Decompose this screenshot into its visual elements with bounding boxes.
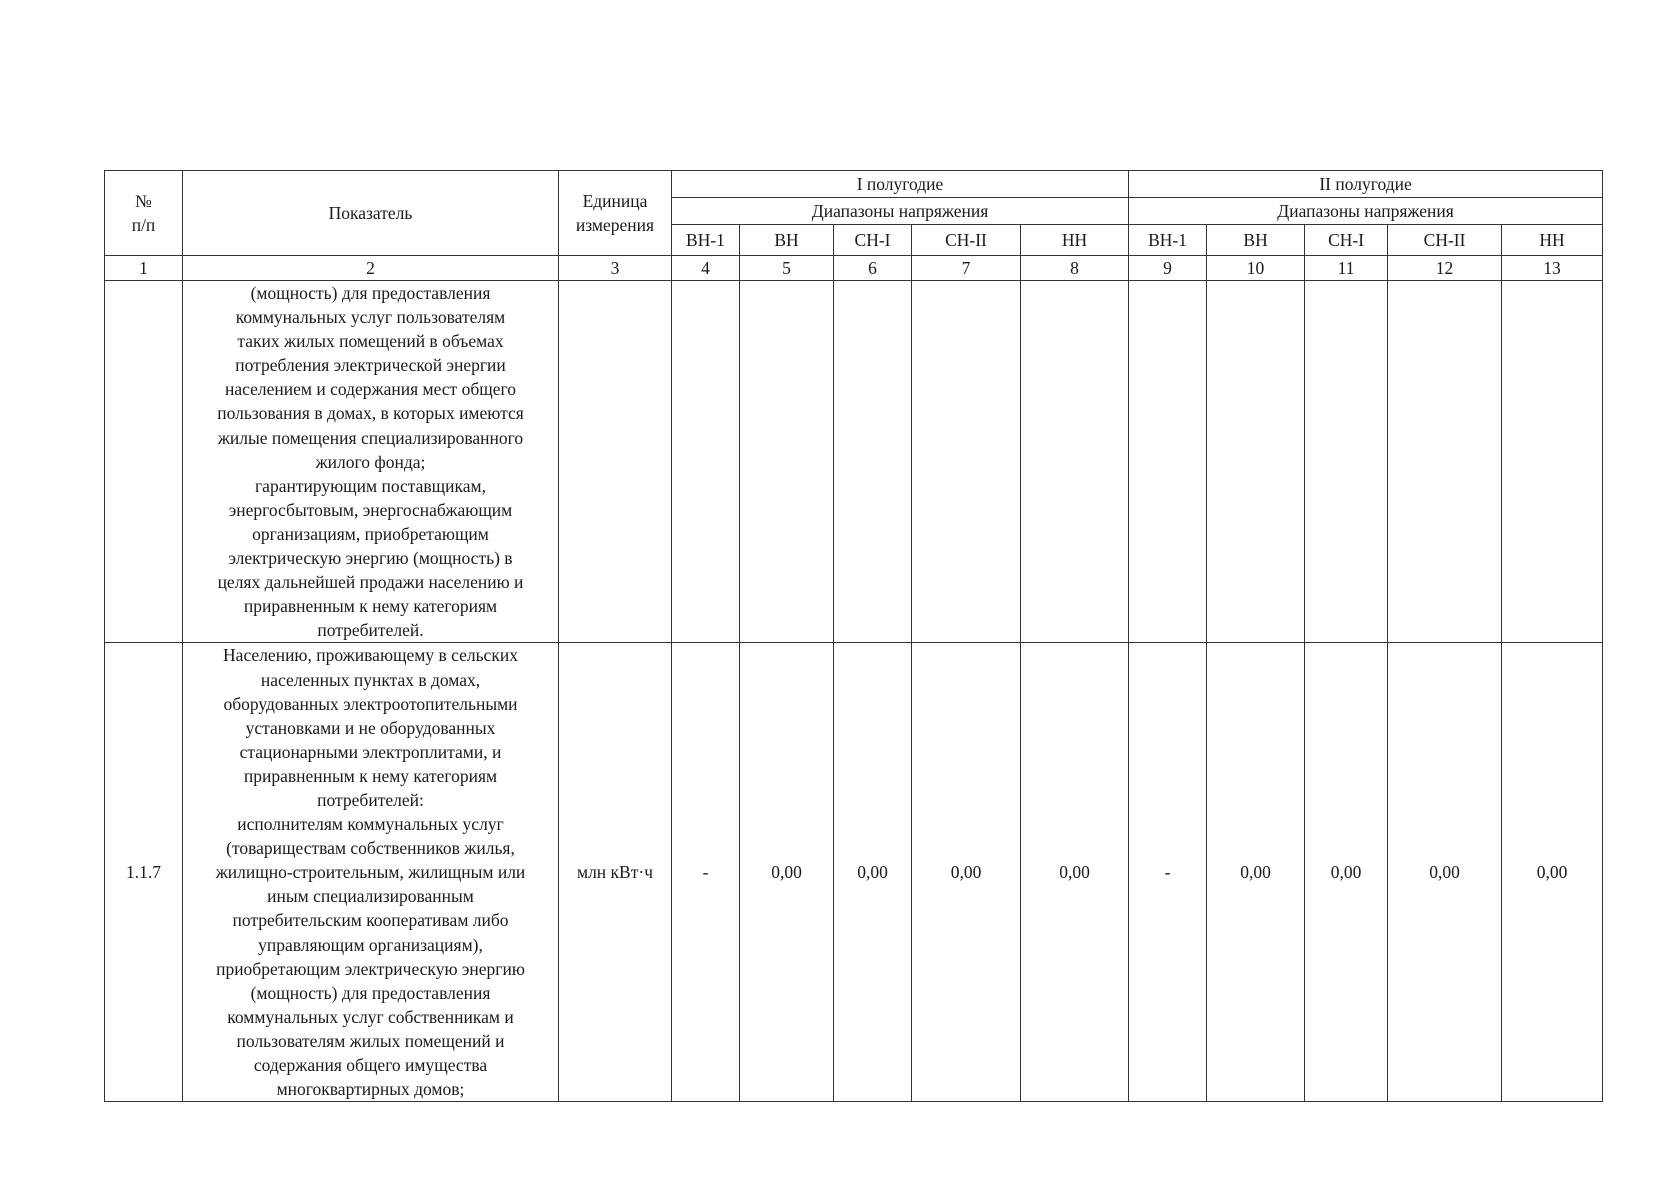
row-value: [672, 281, 740, 643]
column-number: 3: [559, 256, 672, 281]
indicator-line: энергосбытовым, энергоснабжающим: [228, 499, 513, 520]
row-number: [105, 281, 183, 643]
header-indicator: Показатель: [183, 171, 559, 256]
indicator-line: (мощность) для предоставления: [250, 982, 491, 1003]
indicator-line: (товариществам собственников жилья,: [226, 838, 515, 859]
column-number: 4: [672, 256, 740, 281]
indicator-line: жилищно-строительным, жилищным или: [215, 862, 526, 883]
column-number: 12: [1388, 256, 1502, 281]
voltage-level: ВН: [740, 225, 834, 256]
indicator-line: населенных пунктах в домах,: [260, 669, 481, 690]
row-value: 0,00: [1388, 643, 1502, 1102]
row-value: 0,00: [1502, 643, 1603, 1102]
indicator-line: пользования в домах, в которых имеются: [217, 403, 524, 424]
voltage-level: ВН-1: [672, 225, 740, 256]
voltage-level: СН-I: [834, 225, 912, 256]
indicator-line: пользователям жилых помещений и: [236, 1030, 505, 1051]
voltage-level: ВН-1: [1129, 225, 1207, 256]
table-row: [105, 643, 1603, 1102]
indicator-line: жилого фонда;: [315, 451, 426, 472]
indicator-line: потребительским кооперативам либо: [232, 910, 509, 931]
voltage-level: НН: [1021, 225, 1129, 256]
row-indicator: [183, 281, 559, 643]
indicator-line: стационарными электроплитами, и: [239, 741, 502, 762]
column-number: 5: [740, 256, 834, 281]
row-value: 0,00: [1207, 643, 1305, 1102]
row-value: [740, 281, 834, 643]
header-unit: Единица измерения: [559, 171, 672, 256]
header-num: № п/п: [105, 171, 183, 256]
row-value: [1129, 281, 1207, 643]
column-number: 11: [1305, 256, 1388, 281]
row-value: [912, 281, 1021, 643]
column-number: 13: [1502, 256, 1603, 281]
indicator-line: Населению, проживающему в сельских: [223, 645, 518, 666]
voltage-level: СН-I: [1305, 225, 1388, 256]
indicator-line: установками и не оборудованных: [245, 717, 496, 738]
row-value: -: [672, 643, 740, 1102]
indicator-line: приобретающим электрическую энергию: [216, 958, 525, 979]
indicator-line: электрическую энергию (мощность) в: [228, 548, 513, 569]
indicator-line: приравненным к нему категориям: [243, 596, 498, 617]
row-value: [1502, 281, 1603, 643]
indicator-line: приравненным к нему категориям: [243, 765, 498, 786]
row-indicator: [183, 643, 559, 1102]
row-value: [1305, 281, 1388, 643]
header-ranges-2: Диапазоны напряжения: [1129, 198, 1603, 225]
row-value: 0,00: [834, 643, 912, 1102]
indicator-line: целях дальнейшей продажи населению и: [217, 572, 524, 593]
column-number: 6: [834, 256, 912, 281]
indicator-line: коммунальных услуг собственникам и: [227, 1006, 514, 1027]
voltage-level: НН: [1502, 225, 1603, 256]
column-number: 7: [912, 256, 1021, 281]
indicator-line: потребления электрической энергии: [235, 355, 506, 376]
tariff-table: [104, 170, 1603, 1102]
indicator-line: потребителей.: [317, 620, 424, 641]
indicator-line: управляющим организациям),: [258, 934, 483, 955]
indicator-line: многоквартирных домов;: [276, 1079, 465, 1100]
row-value: 0,00: [1305, 643, 1388, 1102]
row-value: -: [1129, 643, 1207, 1102]
row-value: [834, 281, 912, 643]
indicator-line: гарантирующим поставщикам,: [255, 475, 486, 496]
row-unit: млн кВт·ч: [559, 643, 672, 1102]
header-half-1: I полугодие: [672, 171, 1129, 198]
row-unit: [559, 281, 672, 643]
indicator-line: оборудованных электроотопительными: [223, 693, 518, 714]
row-number: 1.1.7: [105, 643, 183, 1102]
row-value: [1388, 281, 1502, 643]
column-number: 1: [105, 256, 183, 281]
indicator-line: потребителей:: [317, 789, 424, 810]
row-value: 0,00: [1021, 643, 1129, 1102]
indicator-line: содержания общего имущества: [253, 1055, 488, 1075]
table-row: [105, 281, 1603, 643]
voltage-level: СН-II: [1388, 225, 1502, 256]
column-number: 9: [1129, 256, 1207, 281]
voltage-level: ВН: [1207, 225, 1305, 256]
header-row-1: [105, 171, 1603, 198]
row-value: [1207, 281, 1305, 643]
indicator-line: жилые помещения специализированного: [217, 427, 524, 448]
indicator-line: (мощность) для предоставления: [250, 283, 491, 303]
column-number: 2: [183, 256, 559, 281]
column-number: 8: [1021, 256, 1129, 281]
header-half-2: II полугодие: [1129, 171, 1603, 198]
row-value: 0,00: [912, 643, 1021, 1102]
row-value: [1021, 281, 1129, 643]
column-number-row: [105, 256, 1603, 281]
indicator-line: организациям, приобретающим: [252, 523, 489, 544]
row-value: 0,00: [740, 643, 834, 1102]
voltage-level: СН-II: [912, 225, 1021, 256]
column-number: 10: [1207, 256, 1305, 281]
indicator-line: иным специализированным: [267, 886, 474, 907]
indicator-line: таких жилых помещений в объемах: [237, 331, 504, 352]
indicator-line: исполнителям коммунальных услуг: [237, 814, 504, 835]
indicator-line: населением и содержания мест общего: [225, 379, 516, 400]
header-ranges-1: Диапазоны напряжения: [672, 198, 1129, 225]
indicator-line: коммунальных услуг пользователям: [235, 307, 506, 328]
